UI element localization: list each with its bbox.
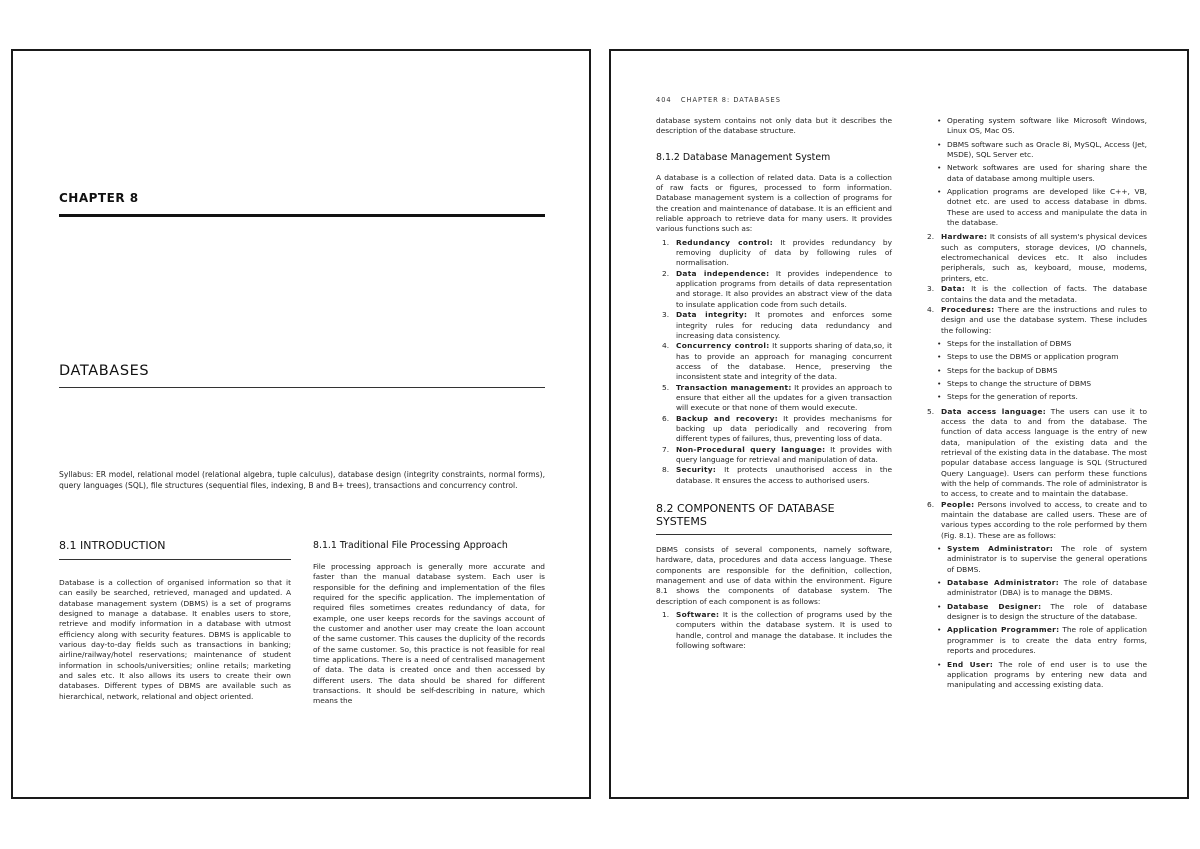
list-item: 1. Software: It is the collection of programs used by the computers within the database system. It is used to handle, control and manage the database. It includes the following software:	[662, 610, 892, 651]
section-heading-8-1: 8.1 INTRODUCTION	[59, 539, 166, 552]
list-item: • System Administrator: The role of system administrator is to supervise the general operations of DBMS.	[935, 544, 1147, 575]
chapter-rule	[59, 214, 545, 217]
page-number: 404	[656, 96, 672, 104]
continuation-paragraph: database system contains not only data but it describes the description of the database structure.	[656, 116, 892, 136]
list-item: • Steps for the generation of reports.	[935, 392, 1147, 402]
right-page-left-column	[656, 116, 892, 651]
list-item: 6. People: Persons involved to access, to create and to maintain the database are called users. These are of various types according to the role performed by them (Fig. 8.1). These are as follows:	[927, 499, 1147, 540]
components-list-continued	[921, 232, 1147, 335]
components-list-start	[656, 610, 892, 651]
right-page	[609, 49, 1189, 799]
section-rule	[656, 534, 892, 535]
list-item: 6. Backup and recovery: It provides mechanisms for backing up data periodically and recovering from different types of failures, thus, preventing loss of data.	[662, 413, 892, 444]
list-item: • Application programs are developed like C++, VB, dotnet etc. are used to access database in dbms. These are used to access and manipulate the data in the database.	[935, 187, 1147, 228]
left-page	[11, 49, 591, 799]
list-item: • DBMS software such as Oracle 8i, MySQL, Access (Jet, MSDE), SQL Server etc.	[935, 140, 1147, 161]
subsection-heading-8-1-1: 8.1.1 Traditional File Processing Approach	[313, 540, 508, 551]
list-item: 8. Security: It protects unauthorised access in the database. It ensures the access to authorised users.	[662, 465, 892, 485]
section-rule	[59, 559, 291, 560]
software-bullets	[921, 116, 1147, 228]
section-heading-8-2: 8.2 COMPONENTS OF DATABASE SYSTEMS	[656, 502, 835, 528]
list-item: 7. Non-Procedural query language: It provides with query language for retrieval and manipulation of data.	[662, 444, 892, 464]
chapter-title: DATABASES	[59, 363, 150, 379]
list-item: • Database Designer: The role of database designer is to design the structure of the database.	[935, 602, 1147, 623]
list-item: • Steps for the installation of DBMS	[935, 339, 1147, 349]
subsection-heading-8-1-2: 8.1.2 Database Management System	[656, 151, 831, 163]
list-item: • Steps to use the DBMS or application program	[935, 352, 1147, 362]
list-item: 5. Transaction management: It provides an approach to ensure that either all the updates for a given transaction will execute or that none of them would execute.	[662, 382, 892, 413]
right-page-right-column	[921, 116, 1147, 694]
components-list-continued-2	[921, 407, 1147, 541]
running-head	[656, 96, 781, 104]
intro-paragraph: Database is a collection of organised information so that it can easily be searched, retrieved, managed and updated. A database management system (DBMS) is a set of programs designed to manage a database. It enables users to store, retrieve and modify information in a database with utmost efficiency along with security features. DBMS is applicable to various day-to-day fields such as transactions in banking; airline/railway/hotel reservations; maintenance of student information in schools/universities; online retails; marketing and sales etc. It also allows its users to create their own databases. Different types of DBMS are available such as hierarchical, network, relational and object oriented.	[59, 578, 291, 701]
chapter-label: CHAPTER 8	[59, 191, 139, 205]
list-item: 1. Redundancy control: It provides redundancy by removing duplicity of data by following rules of normalisation.	[662, 237, 892, 268]
list-item: • Application Programmer: The role of application programmer is to create the data entry forms, reports and procedures.	[935, 625, 1147, 656]
file-processing-paragraph: File processing approach is generally more accurate and faster than the manual database system. Each user is responsible for the defining and implementation of the files required for the specific application. The implementation of required files sometimes creates redundancy of data, for example, one user keeps records for the savings account of the customer and another user may create the loan account of the same customer. This causes the duplicity of the records of the same customer. So, this practice is not feasible for real time applications. There is a need of centralised management of data. The data is created once and then accessed by different users. The data should be shared for different transactions. It should be self-describing in nature, which means the	[313, 562, 545, 706]
list-item: 5. Data access language: The users can use it to access the data to and from the database. The function of data access language is the entry of new data, manipulation of the existing data and the retrieval of the existing data in the database. The most popular database access language is SQL (Structured Query Language). Users can perform these functions with the help of commands. The role of administrator is to access, to create and to maintain the database.	[927, 406, 1148, 499]
dbms-functions-list	[656, 238, 892, 486]
list-item: • Steps for the backup of DBMS	[935, 366, 1147, 376]
list-item: 3. Data: It is the collection of facts. The database contains the data and the metadata.	[927, 284, 1147, 304]
list-item: • Operating system software like Microsoft Windows, Linux OS, Mac OS.	[935, 116, 1147, 137]
list-item: 3. Data integrity: It promotes and enforces some integrity rules for reducing data redundancy and increasing data consistency.	[662, 310, 892, 340]
list-item: • Network softwares are used for sharing share the data of database among multiple users.	[935, 163, 1147, 184]
list-item: 2. Data independence: It provides independence to application programs from details of data representation and storage. It also provides an abstract view of the data to insulate application code from such details.	[662, 268, 892, 309]
list-item: 2. Hardware: It consists of all system's physical devices such as computers, storage devices, I/O channels, electromechanical devices etc. It also includes peripherals, such as, keyboard, mouse, modems, printers, etc.	[927, 232, 1147, 283]
list-item: • End User: The role of end user is to use the application programs by entering new data and manipulating and accessing existing data.	[935, 660, 1147, 691]
title-rule	[59, 387, 545, 388]
list-item: 4. Procedures: There are the instructions and rules to design and use the database system. These includes the following:	[927, 304, 1147, 335]
syllabus: Syllabus: ER model, relational model (relational algebra, tuple calculus), database design (integrity constraints, normal forms), query languages (SQL), file structures (sequential files, indexing, B and B+ trees), transactions and concurrency control.	[59, 470, 545, 490]
list-item: • Steps to change the structure of DBMS	[935, 379, 1147, 389]
people-bullets	[921, 544, 1147, 690]
list-item: • Database Administrator: The role of database administrator (DBA) is to manage the DBMS.	[935, 578, 1147, 599]
running-head-title: CHAPTER 8: DATABASES	[680, 96, 781, 104]
dbms-intro-paragraph: A database is a collection of related data. Data is a collection of raw facts or figures, processed to form information. Database management system is a collection of programs for the creation and maintenance of database. It is an efficient and reliable approach to retrieve data for many users. It provides various functions such as:	[656, 172, 892, 234]
list-item: 4. Concurrency control: It supports sharing of data,so, it has to provide an approach for managing concurrent access of the database. Hence, preserving the inconsistent state and integrity of the data.	[662, 341, 892, 382]
procedure-bullets	[921, 339, 1147, 403]
components-intro-paragraph: DBMS consists of several components, namely software, hardware, data, procedures and data access language. These components are responsible for the definition, collection, management and use of data within the environment. Figure 8.1 shows the components of database system. The description of each component is as follows:	[656, 545, 892, 606]
